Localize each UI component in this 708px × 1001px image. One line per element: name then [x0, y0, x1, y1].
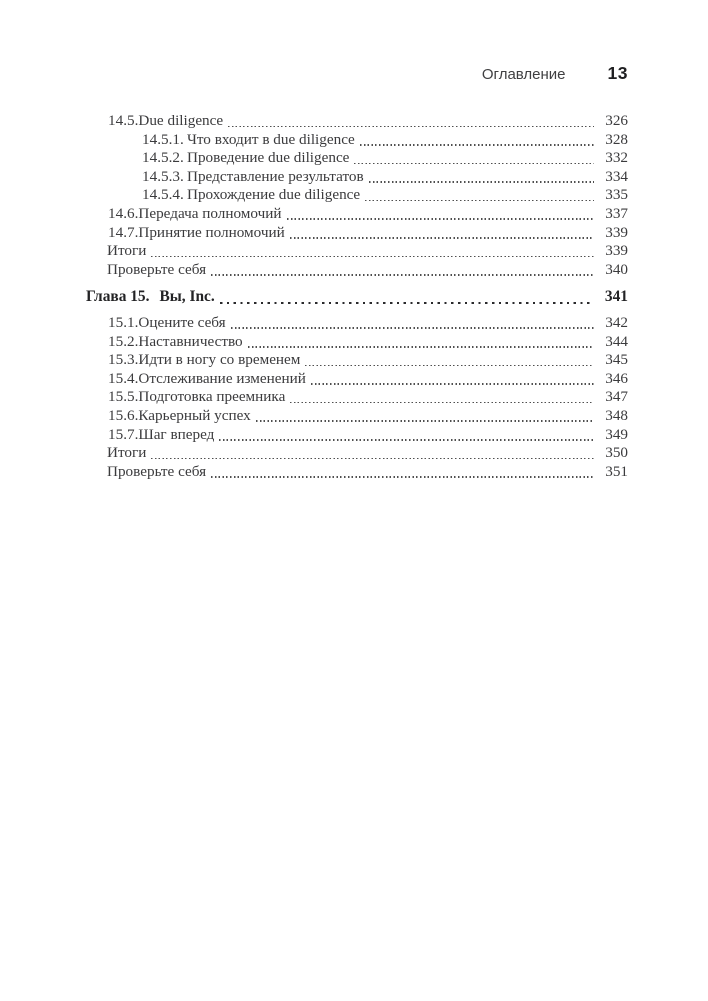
- book-page: [0, 0, 708, 481]
- dot-leader: [220, 302, 594, 304]
- dot-leader: [360, 144, 594, 146]
- toc-entry-label: Принятие полномочий: [138, 223, 285, 241]
- toc-entry-page: 350: [605, 444, 628, 462]
- toc-entry-number: 14.5.: [108, 112, 139, 129]
- toc-entry-label: Шаг вперед: [138, 425, 215, 443]
- dot-leader: [211, 274, 594, 276]
- toc-entry-label: Прохождение due diligence: [187, 186, 361, 204]
- dot-leader: [290, 402, 594, 404]
- toc-entry-page: 326: [605, 112, 628, 129]
- toc-entry-label: Оцените себя: [138, 313, 226, 331]
- toc-entry-label: Представление результатов: [187, 167, 364, 185]
- toc-entry-page: 341: [604, 288, 628, 306]
- dot-leader: [211, 476, 594, 478]
- toc-entry-label: Идти в ногу со временем: [138, 351, 301, 369]
- toc-row: [86, 186, 628, 205]
- toc-row: [86, 205, 628, 224]
- toc-entry-label: Итоги: [107, 444, 147, 462]
- toc-row: [86, 351, 628, 370]
- toc-entry-number: 14.6.: [108, 204, 139, 222]
- toc-entry-label: Проверьте себя: [107, 260, 207, 278]
- toc-entry-number: 14.5.1.: [142, 130, 184, 148]
- toc-entry-page: 339: [605, 223, 628, 241]
- toc-entry-number: Глава 15.: [86, 288, 150, 306]
- toc-entry-label: Отслеживание изменений: [138, 369, 306, 387]
- toc-entry-page: 332: [605, 149, 628, 167]
- dot-leader: [365, 200, 594, 202]
- toc-entry-page: 349: [605, 425, 628, 443]
- toc-entry-number: 15.2.: [108, 332, 139, 350]
- running-head-title: Оглавление: [481, 66, 566, 83]
- toc-row: [86, 288, 628, 307]
- toc-entry-number: 15.4.: [108, 369, 139, 387]
- toc-entry-number: 14.5.2.: [142, 149, 184, 167]
- toc-row: [86, 426, 628, 445]
- toc-entry-number: 15.3.: [108, 351, 139, 369]
- running-head: [86, 0, 628, 84]
- toc-entry-number: 14.5.3.: [142, 167, 184, 185]
- dot-leader: [256, 420, 594, 422]
- dot-leader: [248, 346, 594, 348]
- toc-entry-label: Проведение due diligence: [187, 149, 350, 167]
- dot-leader: [151, 256, 594, 258]
- toc-row: [86, 149, 628, 168]
- dot-leader: [219, 439, 594, 441]
- toc-entry-label: Итоги: [107, 242, 147, 260]
- toc-row: [86, 261, 628, 280]
- toc-entry-label: Что входит в due diligence: [187, 130, 355, 148]
- toc-entry-page: 334: [605, 167, 628, 185]
- toc-row: [86, 168, 628, 187]
- toc-entry-label: Проверьте себя: [107, 462, 207, 480]
- toc-row: [86, 224, 628, 243]
- toc-entry-number: 15.7.: [108, 425, 139, 443]
- toc-entry-label: Due diligence: [138, 112, 224, 129]
- dot-leader: [151, 458, 594, 460]
- toc-entry-page: 348: [605, 406, 628, 424]
- toc-entry-number: 14.7.: [108, 223, 139, 241]
- toc-entry-page: 337: [605, 204, 628, 222]
- toc-row: [86, 131, 628, 150]
- toc-row: [86, 242, 628, 261]
- toc-row: [86, 370, 628, 389]
- toc-entry-page: 347: [605, 388, 628, 406]
- toc-entry-page: 335: [605, 186, 628, 204]
- toc-row: [86, 333, 628, 352]
- toc-entry-number: 15.1.: [108, 313, 139, 331]
- toc-entry-label: Передача полномочий: [138, 204, 282, 222]
- toc-entry-page: 345: [605, 351, 628, 369]
- toc-entry-label: Карьерный успех: [138, 406, 251, 424]
- toc-row: [86, 112, 628, 131]
- toc-entry-label: Подготовка преемника: [138, 388, 286, 406]
- toc-entry-number: 14.5.4.: [142, 186, 184, 204]
- dot-leader: [231, 327, 594, 329]
- toc-entry-page: 328: [605, 130, 628, 148]
- toc-entry-page: 351: [605, 462, 628, 480]
- toc-row: [86, 388, 628, 407]
- toc-row: [86, 444, 628, 463]
- toc-entry-number: 15.5.: [108, 388, 139, 406]
- toc-row: [86, 463, 628, 482]
- dot-leader: [305, 365, 594, 367]
- dot-leader: [228, 126, 594, 128]
- toc-entry-page: 339: [605, 242, 628, 260]
- toc-entry-page: 340: [605, 260, 628, 278]
- toc-entry-page: 346: [605, 369, 628, 387]
- dot-leader: [290, 237, 594, 239]
- toc-entry-label: Наставничество: [138, 332, 243, 350]
- toc-entry-page: 342: [605, 313, 628, 331]
- toc-row: [86, 407, 628, 426]
- table-of-contents: [86, 112, 628, 481]
- toc-row: [86, 314, 628, 333]
- dot-leader: [354, 163, 594, 165]
- folio-page-number: 13: [607, 63, 628, 83]
- toc-entry-label: Вы, Inc.: [159, 288, 215, 306]
- toc-entry-page: 344: [605, 332, 628, 350]
- dot-leader: [287, 218, 595, 220]
- toc-entry-number: 15.6.: [108, 406, 139, 424]
- dot-leader: [369, 181, 594, 183]
- dot-leader: [311, 383, 594, 385]
